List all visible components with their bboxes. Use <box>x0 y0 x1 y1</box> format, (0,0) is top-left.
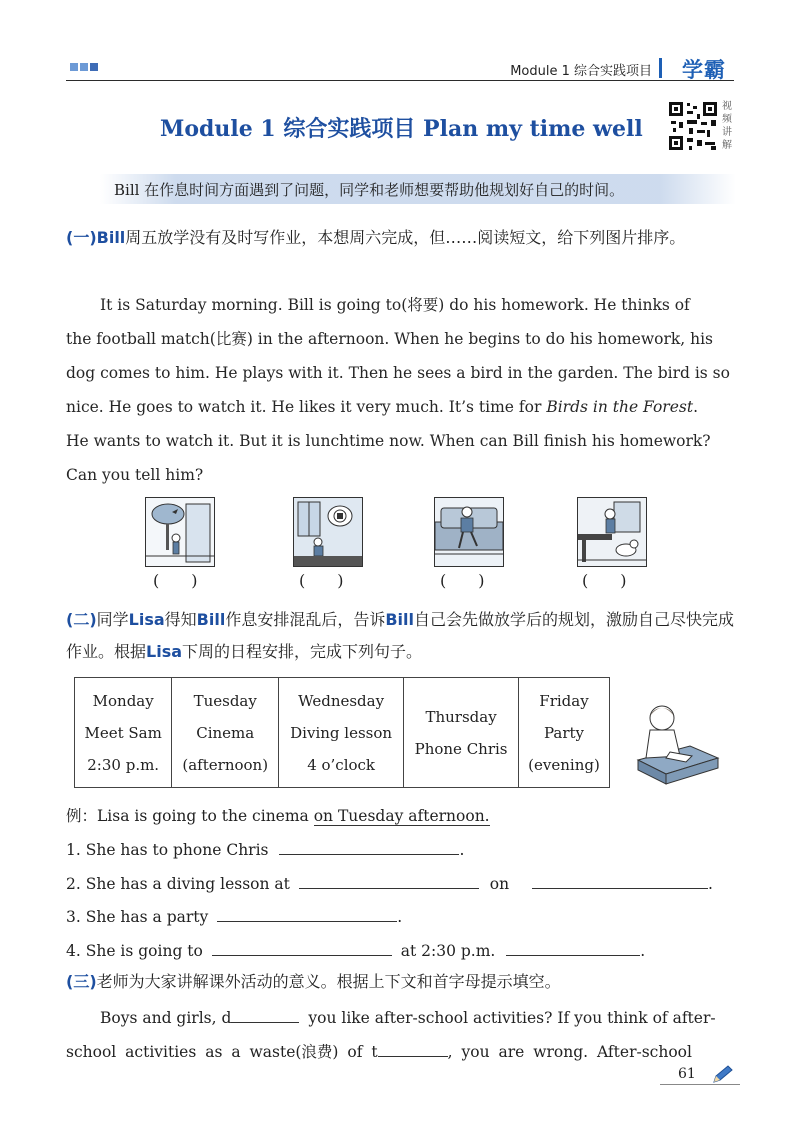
schedule-cell-wednesday <box>279 678 404 788</box>
section-2-text: 作息安排混乱后，告诉 <box>225 610 386 629</box>
schedule-day: Friday <box>539 691 589 710</box>
answer-blank[interactable] <box>279 838 459 855</box>
passage-3-text: school activities as a waste(浪费) of t <box>66 1043 378 1061</box>
exercise-3-text: 3. She has a party <box>66 908 209 926</box>
exercise-2 <box>66 872 746 893</box>
intro-text: Bill 在作息时间方面遇到了问题，同学和老师想要帮助他规划好自己的时间。 <box>114 181 625 199</box>
qr-caption-char: 频 <box>722 114 732 125</box>
schedule-day: Tuesday <box>193 691 257 710</box>
section-1-text: 周五放学没有及时写作业，本想周六完成，但……阅读短文，给下列图片排序。 <box>125 228 686 247</box>
section-2-instruction <box>66 604 736 668</box>
qr-caption-char: 讲 <box>722 127 732 138</box>
section-3-tag: (三) <box>66 972 97 991</box>
section-2-tag: (二) <box>66 610 97 629</box>
schedule-day: Wednesday <box>298 691 385 710</box>
exercise-4 <box>66 939 746 960</box>
example-prefix: 例：Lisa is going to the cinema <box>66 807 314 825</box>
header-separator <box>659 58 662 78</box>
header-decoration-icon <box>70 63 98 71</box>
period: . <box>459 841 465 859</box>
exercise-4-text: at 2:30 p.m. <box>400 942 496 960</box>
schedule-time: (afternoon) <box>182 755 269 774</box>
passage-line: dog comes to him. He plays with it. Then he sees a bird in the garden. The bird is so <box>66 364 730 382</box>
passage-3-text: Boys and girls, d <box>100 1009 232 1027</box>
answer-blank[interactable] <box>299 872 479 889</box>
period: . <box>640 942 646 960</box>
schedule-activity: Party <box>543 723 585 742</box>
pencil-icon <box>712 1064 734 1084</box>
schedule-activity: Phone Chris <box>414 739 508 758</box>
section-2-lisa: Lisa <box>128 610 165 629</box>
answer-blank[interactable] <box>506 939 640 956</box>
answer-blank[interactable] <box>532 872 708 889</box>
answer-blank[interactable] <box>212 939 392 956</box>
example-answer: on Tuesday afternoon. <box>313 807 490 825</box>
passage-line: It is Saturday morning. Bill is going to(将要) do his homework. He thinks of <box>100 296 690 314</box>
passage-3-line-2 <box>66 1040 746 1062</box>
schedule-time: (evening) <box>528 755 600 774</box>
section-2-text: 自己会先做放学后的规划，激励自己尽快完成作业。根据 <box>66 610 735 661</box>
schedule-time: 4 o’clock <box>307 755 376 774</box>
intro-banner <box>100 174 736 204</box>
qr-caption-char: 视 <box>722 101 732 112</box>
exercise-4-text: 4. She is going to <box>66 942 203 960</box>
sofa-scene-icon <box>435 498 503 566</box>
schedule-day: Thursday <box>425 707 497 726</box>
section-3-text: 老师为大家讲解课外活动的意义。根据上下文和首字母提示填空。 <box>96 972 561 991</box>
passage-line: the football match(比赛) in the afternoon. When he begins to do his homework, his <box>66 330 713 348</box>
picture-2 <box>293 497 363 567</box>
section-1-tag: (一) <box>66 228 97 247</box>
schedule-activity: Meet Sam <box>84 723 162 742</box>
page-title: Module 1 综合实践项目 Plan my time well <box>160 116 643 142</box>
answer-blank[interactable] <box>231 1006 299 1023</box>
answer-blank[interactable] <box>378 1040 448 1057</box>
picture-3 <box>434 497 504 567</box>
reading-passage <box>66 288 736 492</box>
passage-3-line-1 <box>100 1006 780 1027</box>
running-header <box>66 58 734 81</box>
schedule-cell-friday <box>519 678 610 788</box>
section-2-bill: Bill <box>196 610 226 629</box>
section-3-instruction <box>66 966 736 998</box>
example-sentence <box>66 804 746 826</box>
passage-italic-title: Birds in the Forest <box>546 398 694 416</box>
period: . <box>708 875 713 893</box>
schedule-activity: Diving lesson <box>290 723 393 742</box>
passage-3-text: , you are wrong. After-school <box>447 1043 692 1061</box>
period: . <box>397 908 403 926</box>
order-blank-3[interactable]: ( ) <box>440 571 485 590</box>
exercise-2-text: 2. She has a diving lesson at <box>66 875 290 893</box>
girl-studying-icon <box>630 700 720 786</box>
passage-line: He wants to watch it. But it is lunchtime now. When can Bill finish his homework? <box>66 432 711 450</box>
passage-3-text: you like after-school activities? If you think of after- <box>308 1009 716 1027</box>
section-2-text: 得知 <box>164 610 197 629</box>
exercise-3 <box>66 905 746 926</box>
schedule-day: Monday <box>92 691 154 710</box>
passage-line: nice. He goes to watch it. He likes it very much. It’s time for Birds in the Forest. <box>66 398 698 416</box>
page-number: 61 <box>678 1066 696 1082</box>
order-blank-4[interactable]: ( ) <box>582 571 627 590</box>
passage-line: Can you tell him? <box>66 466 204 484</box>
exercise-1-text: 1. She has to phone Chris <box>66 841 269 859</box>
section-1-name: Bill <box>96 228 126 247</box>
order-blank-1[interactable]: ( ) <box>153 571 198 590</box>
bird-scene-icon <box>146 498 214 566</box>
qr-caption-char: 解 <box>722 140 732 151</box>
section-2-lisa: Lisa <box>146 642 183 661</box>
schedule-time: 2:30 p.m. <box>87 755 160 774</box>
schedule-activity: Cinema <box>196 723 255 742</box>
schedule-table <box>74 677 610 788</box>
qr-caption <box>722 100 736 152</box>
dog-desk-icon <box>578 498 646 566</box>
schedule-cell-thursday <box>404 678 519 788</box>
exercise-2-text: on <box>489 875 510 893</box>
section-2-bill: Bill <box>385 610 414 629</box>
football-tv-icon <box>294 498 362 566</box>
running-title: Module 1 综合实践项目 <box>510 64 652 79</box>
picture-1 <box>145 497 215 567</box>
exercise-1 <box>66 838 746 859</box>
section-2-text: 同学 <box>96 610 129 629</box>
answer-blank[interactable] <box>217 905 397 922</box>
qr-code-icon[interactable] <box>667 100 719 152</box>
page-number-rule <box>660 1084 740 1085</box>
schedule-cell-tuesday <box>172 678 279 788</box>
passage-line-text: nice. He goes to watch it. He likes it very much. It’s time for <box>66 398 542 416</box>
section-2-text: 下周的日程安排，完成下列句子。 <box>182 642 423 661</box>
section-1-instruction <box>66 222 736 254</box>
picture-4 <box>577 497 647 567</box>
order-blank-2[interactable]: ( ) <box>299 571 344 590</box>
brand-logo: 学霸 <box>682 58 726 82</box>
schedule-cell-monday <box>75 678 172 788</box>
